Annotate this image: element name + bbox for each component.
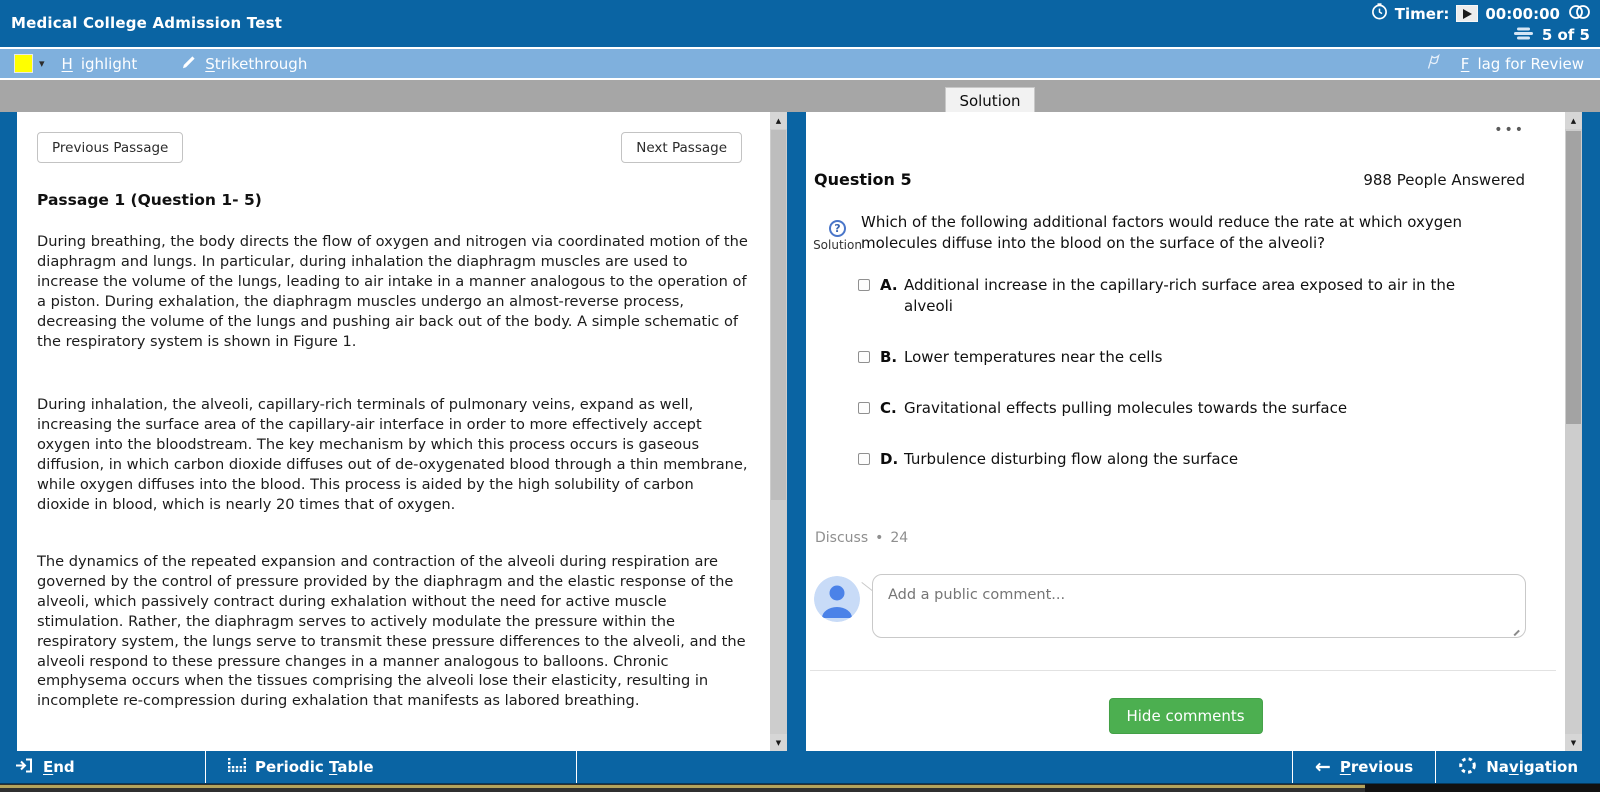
timer-play-button[interactable]: [1456, 5, 1478, 22]
people-answered-count: 988 People Answered: [1363, 171, 1525, 189]
answer-options: [858, 275, 1505, 500]
option-letter: D.: [880, 450, 899, 468]
passage-scrollbar-thumb[interactable]: [771, 130, 786, 500]
background-window-strip: [0, 784, 1600, 792]
panel-divider: [787, 112, 806, 751]
discuss-count: 24: [890, 530, 909, 546]
avatar: [814, 576, 860, 622]
periodic-table-icon: [228, 758, 246, 776]
comment-input[interactable]: [872, 574, 1526, 638]
toolbar-left: [0, 54, 307, 74]
option-text: Lower temperatures near the cells: [904, 348, 1163, 366]
solution-label: Solution: [813, 238, 862, 252]
bullet-icon: •: [875, 530, 884, 546]
option-c[interactable]: [858, 398, 1505, 419]
timer-row: [1371, 3, 1592, 24]
progress-indicator: 5 of 5: [1541, 26, 1590, 44]
question-text: Which of the following additional factors would reduce the rate at which oxygen molecules diffuse into the blood on the surface of the alveoli?: [861, 213, 1463, 252]
right-edge-strip: [1582, 112, 1600, 751]
question-scrollbar-thumb[interactable]: [1566, 131, 1581, 424]
flag-for-review-button[interactable]: F lag for Review: [1460, 54, 1584, 73]
passage-paragraph-2: During inhalation, the alveoli, capillary-rich terminals of pulmonary veins, expand as well, increasing the surface area of the capillary-air interface in order to more effectively accept oxygen into the bloodstream. The key mechanism by which this process occurs is gaseous diffusion, in which carbon dioxide diffuses out of de-oxygenated blood through a thin membrane, while oxygen diffuses into the blood. This process is aided by the high solubility of carbon dioxide in blood, which is nearly 20 times that of oxygen.: [37, 396, 748, 513]
left-edge-strip: [0, 112, 17, 751]
toolbar-right: [1425, 53, 1600, 74]
tab-solution[interactable]: Solution: [945, 87, 1035, 114]
chevron-down-icon[interactable]: ▾: [39, 57, 45, 70]
option-d-checkbox[interactable]: [858, 453, 870, 465]
main-content: [0, 112, 1600, 751]
background-window-dark-edge: [1365, 784, 1600, 792]
option-d[interactable]: [858, 449, 1505, 470]
scroll-down-icon[interactable]: ▼: [1565, 734, 1582, 751]
passage-paragraph-1: During breathing, the body directs the flow of oxygen and nitrogen via coordinated motion of the diaphragm and lungs. In particular, during inhalation the diaphragm muscles are used to increase the volume of the lungs, leading to air intake in a manner analogous to the operation of a piston. During exhalation, the diaphragm muscles undergo an almost-reverse process, decreasing the volume of the lungs and pushing air back out of the body. A simple schematic of the respiratory system is shown in Figure 1.: [37, 233, 748, 350]
comment-box: [872, 574, 1526, 642]
question-panel: [806, 112, 1565, 751]
passage-paragraph-3: The dynamics of the repeated expansion and contraction of the alveoli during respiration are governed by the control of pressure provided by the diaphragm and the elastic response of the alveoli, which passively contract during exhalation without the need for active muscle stimulation. Rather, the diaphragm serves to actively modulate the pressure within the respiratory system, the lungs serve to transmit these pressure differences to the alveoli, and the alveoli respond to these pressure changes in a manner analogous to balloons. Chronic emphysema occurs when the tissues comprising the alveoli lose their elasticity, resulting in incomplete re-compression during exhalation that manifests as labored breathing.: [37, 553, 746, 710]
next-passage-button[interactable]: Next Passage: [621, 132, 742, 163]
option-c-checkbox[interactable]: [858, 402, 870, 414]
app-title: Medical College Admission Test: [11, 14, 283, 32]
option-text: Turbulence disturbing flow along the surface: [904, 450, 1239, 468]
comment-compose-row: [814, 574, 1526, 642]
timer-toggle-rings-icon[interactable]: [1567, 4, 1592, 24]
highlight-button[interactable]: H ighlight: [61, 54, 138, 73]
passage-panel: [17, 112, 770, 751]
progress-row: [1513, 26, 1590, 44]
annotation-toolbar: [0, 47, 1600, 78]
periodic-table-button[interactable]: Periodic Table: [206, 751, 576, 783]
option-letter: B.: [880, 348, 898, 366]
option-text: Additional increase in the capillary-rich surface area exposed to air in the alveoli: [904, 276, 1456, 315]
timer-label: Timer:: [1394, 4, 1450, 23]
previous-passage-button[interactable]: Previous Passage: [37, 132, 183, 163]
clock-icon: [1371, 3, 1388, 24]
question-title: Question 5: [814, 170, 912, 189]
passage-heading: Passage 1 (Question 1- 5): [37, 191, 262, 209]
passage-nav-row: [37, 132, 742, 163]
bottom-bar: [0, 751, 1600, 784]
option-b-checkbox[interactable]: [858, 351, 870, 363]
strikethrough-button[interactable]: Strikethrough: [181, 54, 307, 74]
end-exit-icon: [15, 757, 34, 778]
option-a[interactable]: [858, 275, 1505, 317]
arrow-left-icon: ←: [1314, 755, 1331, 778]
pages-stack-icon: [1513, 26, 1534, 44]
end-button[interactable]: End: [0, 751, 205, 783]
option-letter: C.: [880, 399, 897, 417]
timer-value: 00:00:00: [1485, 4, 1560, 23]
solution-help-button[interactable]: [814, 212, 861, 253]
hide-comments-button[interactable]: Hide comments: [1108, 698, 1262, 734]
question-scrollbar[interactable]: [1565, 112, 1582, 751]
comments-divider: [810, 670, 1556, 671]
discuss-label: Discuss: [815, 530, 869, 546]
option-b[interactable]: [858, 347, 1505, 368]
flag-icon: [1425, 53, 1444, 74]
discuss-header: [815, 530, 908, 546]
background-window-edge: [0, 785, 1365, 788]
passage-scrollbar[interactable]: [770, 112, 787, 751]
top-bar: [0, 0, 1600, 47]
more-menu-icon[interactable]: •••: [1494, 122, 1525, 138]
option-text: Gravitational effects pulling molecules towards the surface: [904, 399, 1348, 417]
option-letter: A.: [880, 276, 898, 294]
highlight-color-swatch[interactable]: [14, 54, 33, 73]
navigation-button[interactable]: Navigation: [1436, 751, 1600, 783]
question-mark-icon: ?: [829, 220, 846, 237]
scroll-up-icon[interactable]: ▲: [1565, 112, 1582, 129]
question-body: [814, 212, 1525, 253]
previous-question-button[interactable]: ← Previous: [1314, 755, 1414, 778]
option-a-checkbox[interactable]: [858, 279, 870, 291]
play-icon: [1463, 9, 1472, 19]
navigation-icon: [1458, 756, 1477, 779]
tab-bar: [0, 78, 1600, 112]
question-header: [814, 170, 1525, 189]
scroll-up-icon[interactable]: ▲: [770, 112, 787, 129]
top-right-cluster: [1371, 3, 1592, 44]
scroll-down-icon[interactable]: ▼: [770, 734, 787, 751]
pencil-icon: [181, 54, 197, 74]
